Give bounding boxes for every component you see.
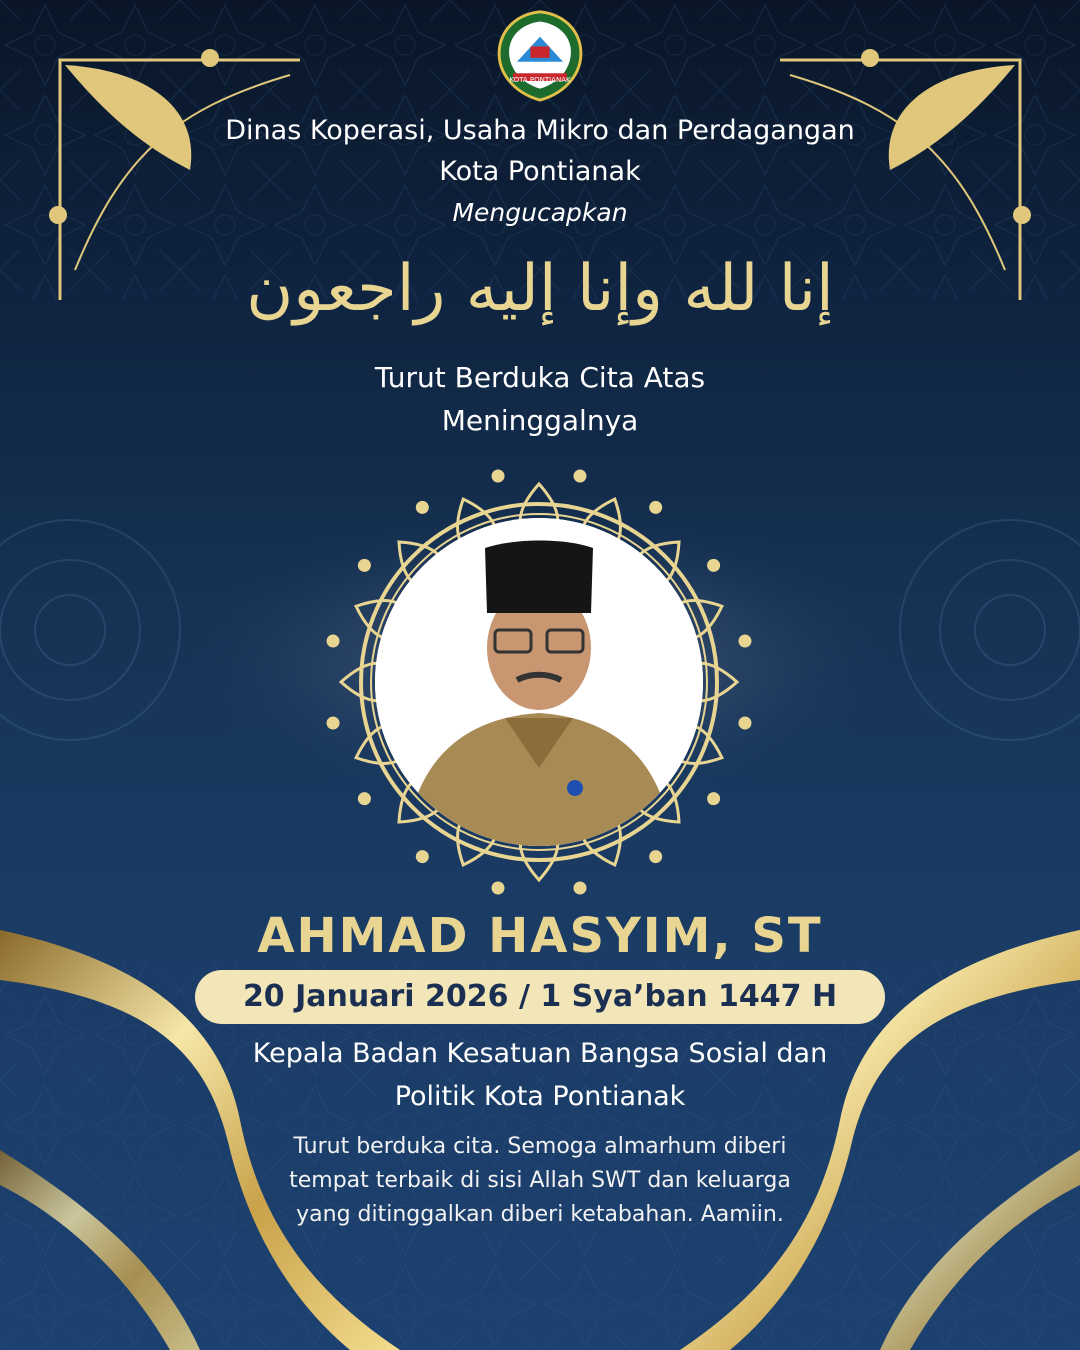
- closing-line-1: Turut berduka cita. Semoga almarhum diberi: [293, 1134, 787, 1159]
- deceased-position: [0, 1032, 1080, 1118]
- mandala-dot: [574, 882, 586, 894]
- mandala-dot: [739, 717, 751, 729]
- mengucapkan-label: Mengucapkan: [452, 198, 628, 227]
- deceased-name: AHMAD HASYIM, ST: [257, 908, 823, 964]
- closing-line-2: tempat terbaik di sisi Allah SWT dan keluarga: [289, 1168, 791, 1193]
- city-emblem-icon: [492, 8, 588, 104]
- mandala-dot: [357, 792, 371, 806]
- mandala-dot: [492, 470, 504, 482]
- mandala-dot: [707, 558, 721, 572]
- closing-message: [0, 1130, 1080, 1232]
- mandala-dot: [574, 470, 586, 482]
- mandala-dot: [649, 500, 663, 514]
- mandala-dot: [357, 558, 371, 572]
- logo-caption: KOTA PONTIANAK: [509, 76, 571, 84]
- mandala-dot: [649, 850, 663, 864]
- mandala-dot: [415, 500, 429, 514]
- mandala-dot: [707, 792, 721, 806]
- position-line-2: Politik Kota Pontianak: [394, 1081, 686, 1112]
- mandala-dot: [327, 717, 339, 729]
- org-line-2: Kota Pontianak: [439, 156, 641, 187]
- mandala-dot: [739, 635, 751, 647]
- organization-name: [0, 110, 1080, 192]
- position-line-1: Kepala Badan Kesatuan Bangsa Sosial dan: [252, 1038, 828, 1069]
- condolence-intro: [0, 356, 1080, 442]
- intro-line-2: Meninggalnya: [441, 404, 639, 437]
- mandala-dot: [415, 850, 429, 864]
- closing-line-3: yang ditinggalkan diberi ketabahan. Aamiin.: [296, 1202, 784, 1227]
- portrait-photo: [375, 518, 703, 846]
- mandala-dot: [327, 635, 339, 647]
- date-badge: 20 Januari 2026 / 1 Sya’ban 1447 H: [195, 970, 885, 1024]
- intro-line-1: Turut Berduka Cita Atas: [374, 361, 706, 394]
- arabic-calligraphy: إنا لله وإنا إليه راجعون: [246, 252, 834, 326]
- mandala-dot: [492, 882, 504, 894]
- org-line-1: Dinas Koperasi, Usaha Mikro dan Perdagangan: [225, 115, 855, 146]
